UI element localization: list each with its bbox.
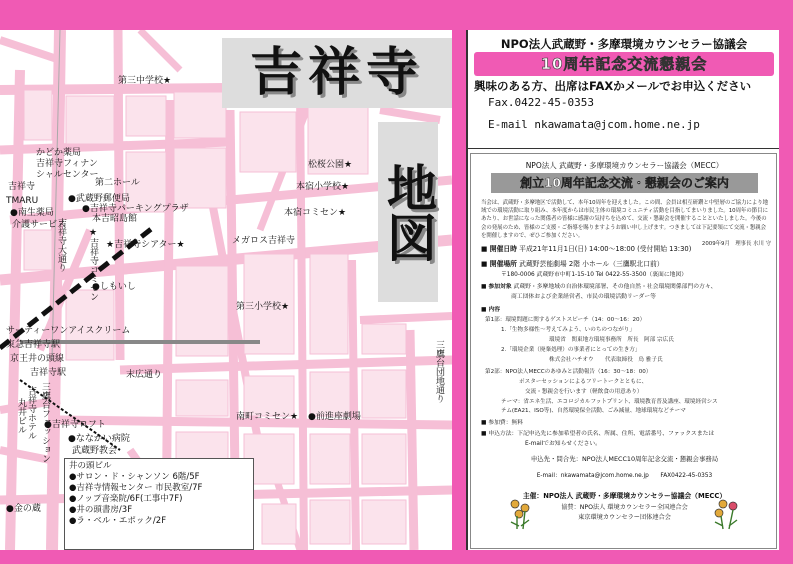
map-vertical-label: 吉祥寺ホテル xyxy=(26,386,36,440)
map-vertical-label: 三鷹台団地通り xyxy=(434,340,444,403)
center-pink-divider xyxy=(452,0,466,564)
map-label: 南町コミセン★ xyxy=(236,412,299,422)
flyer-row-content xyxy=(481,306,500,315)
building-tenant: ●サロン・ド・シャンソン 6階/5F xyxy=(69,472,200,482)
row-text: 平成21年11月1日(日) 14:00〜18:00 (受付開始 13:30) xyxy=(519,245,692,253)
flyer-intro-text: 当会は、武蔵野・多摩地区で活動して、本年10周年を迎えました。この間、会員は相互研鑽と中堅層のご協力により地域での環境活動に取り組み、本年度からは市民主体の環境コミュニティ活動を目指してまいりました。10周年の節目にあたり、お世話になった関係者の皆様に感謝の気持ちを込めて、交流・懇親会を開催することといたしました。今後の会の発展のため、皆様のご支援・ご指導を賜りますようお願い申し上げます。つきましては下記要領にて交流・懇親会を開催しますので、ぜひご参加ください。 xyxy=(481,200,769,239)
row-label: ■ 開催場所 xyxy=(481,260,517,268)
flyer-fee: ■ 参加費：無料 xyxy=(481,420,524,426)
building-tenant: ●吉祥寺情報センター 市民教室/7F xyxy=(69,483,203,493)
map-vertical-label: 吉祥寺大通り xyxy=(56,218,66,272)
right-pink-border xyxy=(779,0,793,564)
map-label: 松桜公園★ xyxy=(308,160,353,170)
flyer-apply-cont: E-mailでお知らせください。 xyxy=(525,441,601,447)
map-label: ●武蔵野郵便局 xyxy=(68,194,130,204)
map-title-chizu: 地図 xyxy=(378,122,438,302)
event-panel xyxy=(468,30,779,550)
map-vertical-label: ★吉祥寺コミセン xyxy=(88,228,98,301)
map-label: ●前進座劇場 xyxy=(308,412,361,422)
map-title-kichijoji: 吉祥寺 xyxy=(222,38,452,108)
bottom-pink-border xyxy=(0,550,793,564)
map-label: 京王井の頭線 xyxy=(10,354,65,364)
program-line: テーマ：省エネ生活、エコロジカルフットプリント、環境教育普及講座、環境経営シス xyxy=(501,399,718,405)
flyer-contact-line: 申込先・問合先：NPO法人MECC10周年記念交流・懇親会事務局 xyxy=(530,455,719,463)
flower-illustration-right xyxy=(711,496,741,530)
program-line: 第2部：NPO法人MECCのあゆみと活動報告（16：30〜18：00） xyxy=(485,369,652,375)
row-text: 〒180-0006 武蔵野市中町1-15-10 Tel 0422-55-3500（裏面に地図） xyxy=(501,272,688,278)
row-label: ■ 開催日時 xyxy=(481,245,517,253)
map-label: シャルセンター xyxy=(36,170,99,180)
row-text: 商工団体および企業経営者、市民の環境活動リーダー等 xyxy=(511,294,656,300)
map-vertical-label: 丸井ビル xyxy=(16,398,26,434)
map-label: 本吉昭島館 xyxy=(92,214,138,224)
map-label: ●金の蔵 xyxy=(6,504,41,514)
flyer-host: 主催：NPO法人 武蔵野・多摩環境カウンセラー協議会（MECC） xyxy=(522,492,727,500)
map-label: ●吉祥寺パーキングプラザ xyxy=(82,204,189,214)
flyer-cosponsor-2: 東京環境カウンセラー団体連合会 xyxy=(578,514,671,521)
map-label: 第三小学校★ xyxy=(236,302,290,312)
row-text: 武蔵野・多摩地域の自治体環境部署、その他自然・社会環境関係部門の方々、 xyxy=(513,284,717,290)
row-label: ■ 参加対象 xyxy=(481,284,512,290)
map-label: サーティーワンアイスクリーム xyxy=(6,326,131,336)
program-line: 交流・懇親会を行います（軽飲食の用意あり） xyxy=(525,389,643,395)
flyer-row-datetime xyxy=(481,245,691,254)
building-title: 井の頭ビル xyxy=(69,461,112,471)
top-pink-border xyxy=(0,0,793,30)
program-line: 2.「環境企業（廃棄処理）の事業者にとっての生き方」 xyxy=(501,347,641,353)
program-line: 1.「生物多様性〜考えてみよう、いのちのつながり」 xyxy=(501,327,635,333)
flyer-row-address xyxy=(501,271,687,280)
flyer-row-venue xyxy=(481,260,664,269)
program-line: テム(EA21、ISO等)、自然環境保全活動、ごみ減量、地球環境などテーマ xyxy=(501,408,686,414)
flyer-intro-date: 2009年9月 理事長 水川 守 xyxy=(701,241,771,248)
map-label: かどか薬局 xyxy=(36,148,82,158)
map-label: 東急吉祥寺駅 xyxy=(6,340,61,350)
inokashira-building-box xyxy=(64,458,254,550)
organization-title: NPO法人武蔵野・多摩環境カウンセラー協議会 xyxy=(500,37,748,51)
map-label: ●しもいし xyxy=(92,282,136,292)
map-label: 本宿コミセン★ xyxy=(284,208,347,218)
map-label: 武蔵野教会 xyxy=(72,446,118,456)
map-label: ●吉祥寺ロフト xyxy=(44,420,106,430)
flyer-intro xyxy=(481,199,771,248)
map-label: 吉祥寺 xyxy=(8,182,36,192)
row-text: 武蔵野芸能劇場 2階 小ホール（三鷹駅北口前） xyxy=(519,260,664,268)
program-line: 第1部：環境問題に関するゲストスピーチ（14：00〜16：20） xyxy=(485,317,646,323)
row-label: ■ 内容 xyxy=(481,307,501,313)
building-tenant: ●ノップ音楽院/6F(工事中7F) xyxy=(69,494,183,504)
flyer-apply: ■ 申込方法：下記申込先に参加希望者の氏名、所属、住所、電話番号、ファックスまたは xyxy=(481,431,715,437)
flyer-contact-detail[interactable]: E-mail：nkawamata@jcom.home.ne.jp FAX0422-45-0353 xyxy=(536,473,713,479)
program-line: ポスターセッションによるフリートークとともに、 xyxy=(519,379,648,385)
map-label: 吉祥寺フィナン xyxy=(36,159,98,169)
map-label: 第二ホール xyxy=(95,178,140,188)
building-tenant: ●井の頭書房/3F xyxy=(69,505,133,515)
flyer-row-audience xyxy=(481,283,716,292)
program-line: 株式会社ハチオウ 代表取締役 鳥 雅子氏 xyxy=(549,357,663,363)
map-label: TMARU xyxy=(6,196,39,206)
map-label: ★吉祥寺シアター★ xyxy=(106,240,185,250)
map-label: ●南生薬局 xyxy=(10,208,54,218)
email-address[interactable]: E-mail nkawamata@jcom.home.ne.jp xyxy=(488,118,700,131)
apply-call-out: 興味のある方、出席はFAXかメールでお申込ください xyxy=(474,79,752,93)
flyer-organization: NPO法人 武蔵野・多摩環境カウンセラー協議会（MECC） xyxy=(525,161,724,170)
flyer-cosponsor: 協賛：NPO法人 環境カウンセラー全国連合会 xyxy=(561,504,688,511)
flyer-frame xyxy=(470,153,777,549)
map-label: 末広通り xyxy=(126,370,163,380)
event-flyer xyxy=(468,148,779,550)
flower-illustration-left xyxy=(505,496,535,530)
kichijoji-map xyxy=(0,30,452,550)
event-banner: 10周年記念交流懇親会 xyxy=(474,52,774,76)
map-label: ●ななかい病院 xyxy=(68,434,130,444)
flyer-row-audience-cont xyxy=(511,293,656,302)
map-label: 介護サービス xyxy=(12,220,67,230)
building-tenant: ●ラ・ベル・エポック/2F xyxy=(69,516,167,526)
map-label: 本宿小学校★ xyxy=(296,182,350,192)
flyer-title: 創立10周年記念交流・懇親会のご案内 xyxy=(491,173,758,193)
map-label: メガロス吉祥寺 xyxy=(232,236,296,246)
map-label: 第三中学校★ xyxy=(118,76,172,86)
map-label: 吉祥寺駅 xyxy=(30,368,67,378)
fax-number: Fax.0422-45-0353 xyxy=(488,96,594,109)
program-line: 環境省 関東地方環境事務所 所長 阿部 宗広氏 xyxy=(549,337,674,343)
map-vertical-label: 三鷹台ファッション xyxy=(40,382,50,463)
